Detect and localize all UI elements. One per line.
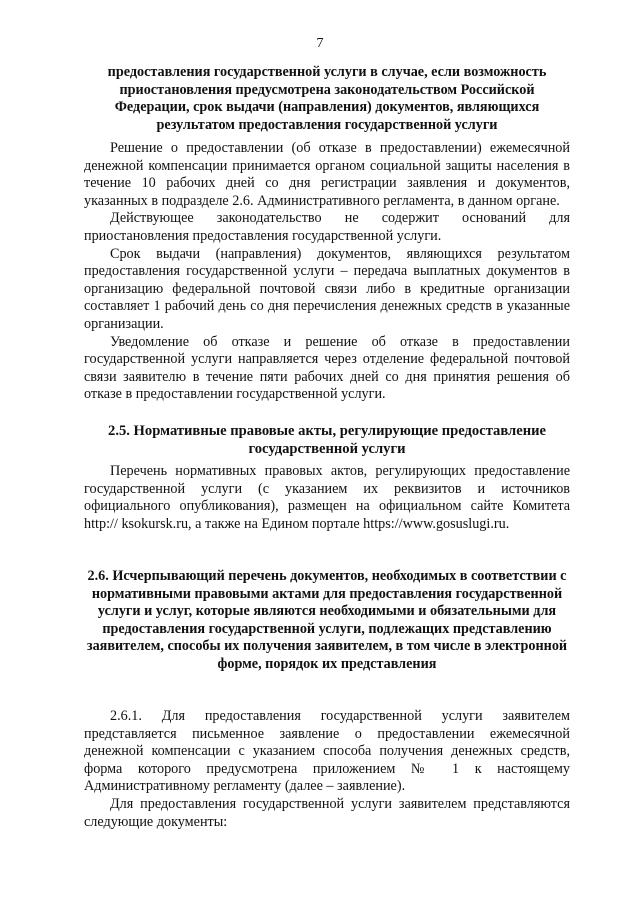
paragraph: Уведомление об отказе и решение об отказе в предоставлении государственной услуги направляется через отделение федеральной почтовой связи заявителю в течение пяти рабочих дней со дня принятия решения об отказе в предоставлении государственной услуги. <box>84 333 570 403</box>
paragraph: Срок выдачи (направления) документов, являющихся результатом предоставления государственной услуги – передача выплатных документов в организацию федеральной почтовой связи либо в кредитные организации составляет 1 рабочий день со дня перечисления денежных средств в указанные организации. <box>84 245 570 332</box>
paragraph: Перечень нормативных правовых актов, регулирующих предоставление государственной услуги (с указанием их реквизитов и источников официального опубликования), размещен на официальном сайте Комитета http:// ksokursk.ru, а также на Едином портале https://www.gosuslugi.ru. <box>84 463 570 532</box>
page-number: 7 <box>316 36 324 51</box>
section-2-4-body <box>84 140 570 404</box>
section-2-6-heading: 2.6. Исчерпывающий перечень документов, необходимых в соответствии с нормативными правовыми актами для предоставления государственной услуги и услуг, которые являются необходимыми и обязательными для предоставления государственной услуги, подлежащих представлению заявителем, способы их получения заявителем, в том числе в электронной форме, порядок их представления <box>86 568 568 672</box>
paragraph: Действующее законодательство не содержит оснований для приостановления предоставления государственной услуги. <box>84 210 570 244</box>
section-heading-continuation: предоставления государственной услуги в случае, если возможность приостановления предусмотрена законодательством Российской Федерации, срок выдачи (направления) документов, являющихся результатом предоставления государственной услуги <box>107 64 547 133</box>
paragraph: Для предоставления государственной услуги заявителем представляются следующие документы: <box>84 795 570 830</box>
paragraph: Решение о предоставлении (об отказе в предоставлении) ежемесячной денежной компенсации принимается органом социальной защиты населения в течение 10 рабочих дней со дня регистрации заявления и документов, указанных в подразделе 2.6. Административного регламента, в данном органе. <box>84 140 570 209</box>
section-2-6-body <box>84 708 570 831</box>
section-2-5-body <box>84 463 570 533</box>
paragraph: 2.6.1. Для предоставления государственной услуги заявителем представляется письменное заявление о предоставлении ежемесячной денежной компенсации с указанием способа получения денежных средств, форма которого предусмотрена приложением № 1 к настоящему Административному регламенту (далее – заявление). <box>84 708 570 795</box>
section-2-5-heading: 2.5. Нормативные правовые акты, регулирующие предоставление государственной услуги <box>108 423 546 457</box>
